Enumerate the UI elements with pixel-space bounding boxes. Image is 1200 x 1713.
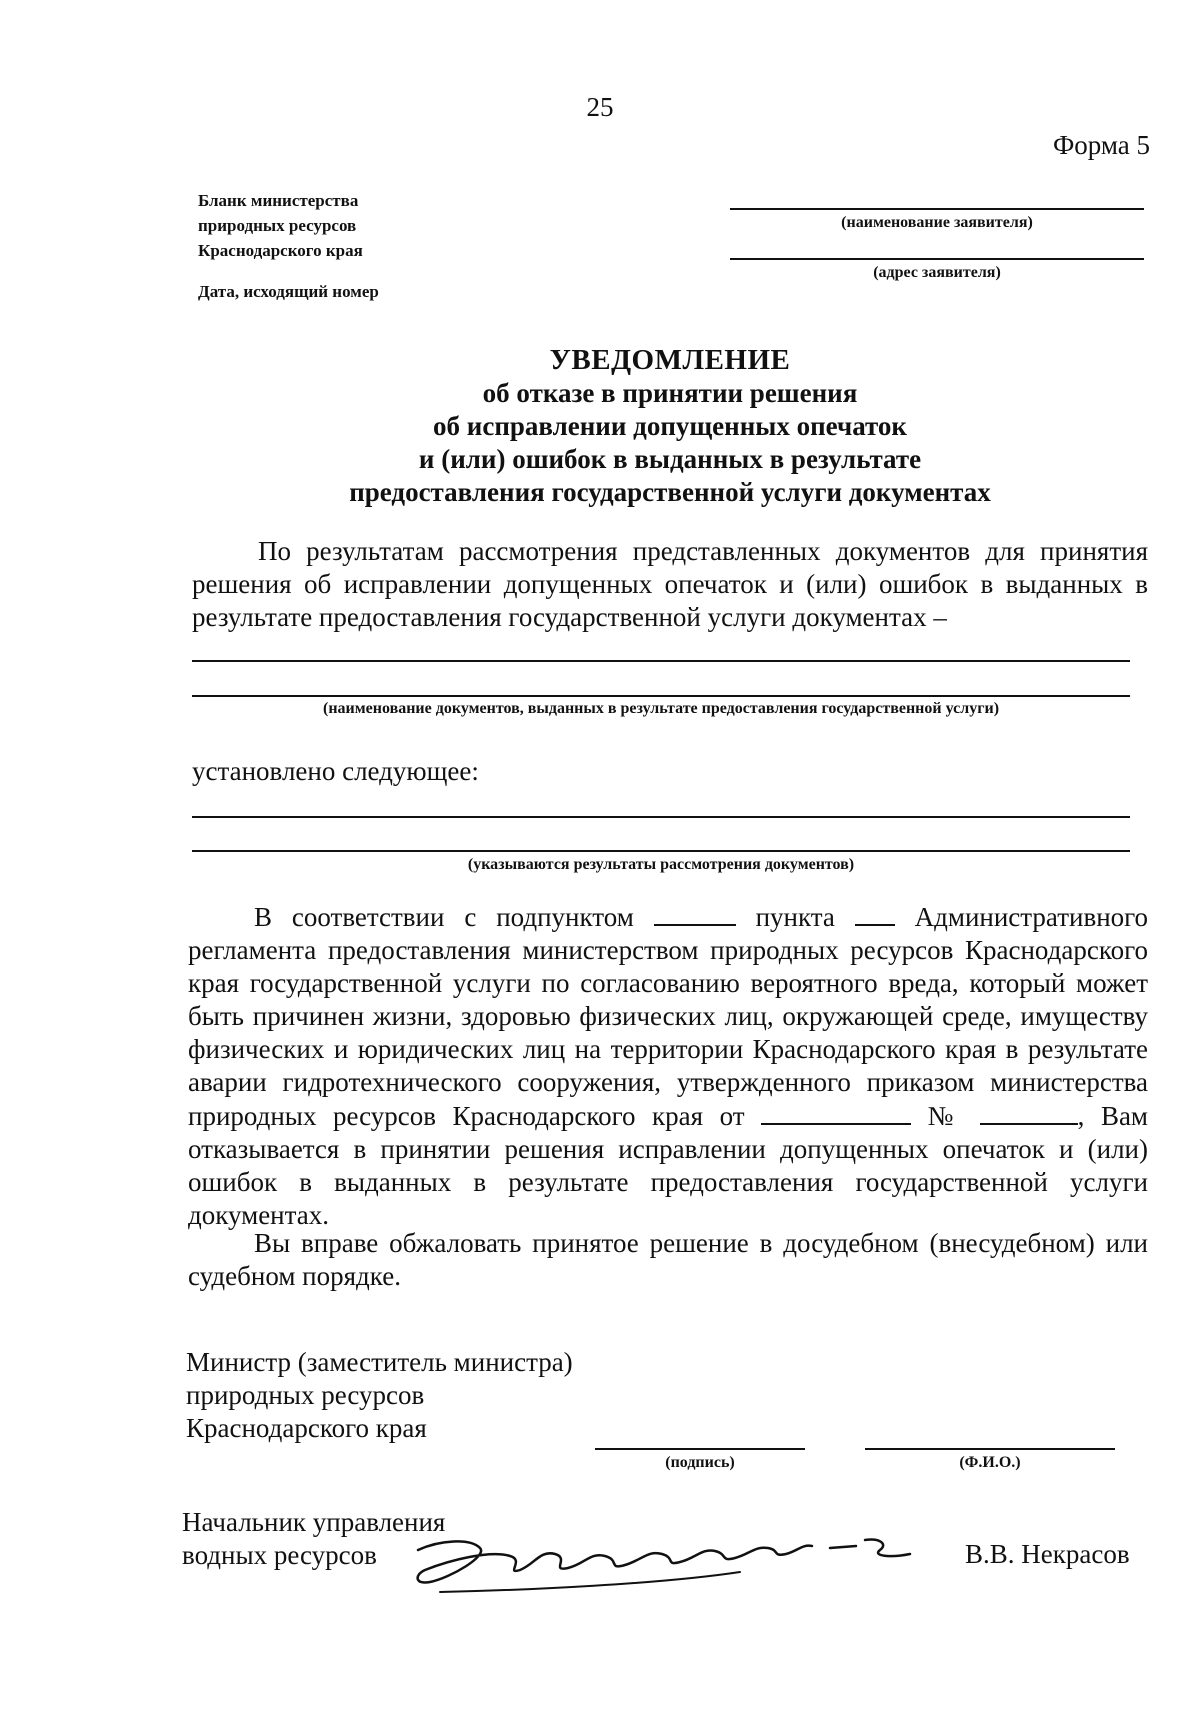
- minister-block: [186, 1346, 573, 1445]
- letterhead-line: Бланк министерства: [198, 191, 359, 210]
- order-date-blank: [761, 1099, 911, 1125]
- name-caption: (Ф.И.О.): [959, 1454, 1021, 1471]
- head-block: [182, 1506, 445, 1572]
- document-title: [280, 344, 1060, 509]
- date-number-label: Дата, исходящий номер: [198, 282, 379, 301]
- applicant-name-caption: (наименование заявителя): [841, 214, 1033, 231]
- regulation-text: Административного регламента предоставления министерством природных ресурсов Краснодарского края государственной услуги по согласованию вероятного вреда, который может быть причинен жизни, здоровью физических лиц, окружающей среде, имуществу физических и юридических лиц на территории Краснодарского края в результате аварии гидротехнического сооружения, утвержденного приказом министерства природных ресурсов Краснодарского края от: [188, 902, 1149, 1131]
- appeal-paragraph: Вы вправе обжаловать принятое решение в досудебном (внесудебном) или судебном порядке.: [188, 1228, 1148, 1291]
- title-main: УВЕДОМЛЕНИЕ: [549, 344, 791, 376]
- title-line: об отказе в принятии решения: [482, 378, 858, 408]
- subpoint-blank: [654, 900, 736, 926]
- regulation-text: пункта: [755, 902, 835, 932]
- order-number-blank: [980, 1099, 1078, 1125]
- minister-name-field: [865, 1448, 1115, 1472]
- documents-line: [192, 660, 1130, 662]
- title-line: предоставления государственной услуги документах: [349, 477, 991, 507]
- applicant-address-caption: (адрес заявителя): [873, 264, 1001, 281]
- results-line: [192, 850, 1130, 852]
- regulation-text: В соответствии с подпунктом: [254, 902, 634, 932]
- documents-line: [192, 695, 1130, 697]
- letterhead: [198, 188, 363, 263]
- form-label: Форма 5: [1052, 130, 1150, 160]
- letterhead-line: Краснодарского края: [198, 241, 363, 260]
- minister-line: Министр (заместитель министра): [186, 1347, 573, 1377]
- intro-paragraph: По результатам рассмотрения представленных документов для принятия решения об исправлении допущенных опечаток и (или) ошибок в выданных в результате предоставления государственной услуги документах –: [192, 536, 1148, 632]
- documents-caption: (наименование документов, выданных в результате предоставления государственной услуги): [322, 700, 1000, 717]
- regulation-text: №: [927, 1101, 964, 1131]
- signature-caption: (подпись): [665, 1454, 735, 1471]
- point-blank: [855, 900, 895, 926]
- head-line: Начальник управления: [182, 1507, 446, 1537]
- title-line: об исправлении допущенных опечаток: [433, 411, 907, 441]
- minister-signature-field: [595, 1448, 805, 1472]
- regulation-paragraph: [188, 900, 1148, 1232]
- results-line: [192, 816, 1130, 818]
- minister-line: Краснодарского края: [186, 1413, 427, 1443]
- letterhead-line: природных ресурсов: [198, 216, 357, 235]
- applicant-name-field: [730, 208, 1144, 232]
- minister-line: природных ресурсов: [186, 1380, 425, 1410]
- applicant-address-field: [730, 258, 1144, 282]
- title-line: и (или) ошибок в выданных в результате: [418, 444, 922, 474]
- handwritten-signature: [410, 1520, 930, 1600]
- page-number: 25: [586, 92, 614, 122]
- head-name: В.В. Некрасов: [965, 1539, 1130, 1569]
- established-label: установлено следующее:: [192, 756, 479, 786]
- regulation-text: , Вам отказывается в принятии решения исправлении допущенных опечаток и (или) ошибок в выданных в результате предоставления государственной услуги документах.: [188, 1101, 1149, 1230]
- results-caption: (указываются результаты рассмотрения документов): [467, 856, 855, 873]
- head-line: водных ресурсов: [182, 1540, 377, 1570]
